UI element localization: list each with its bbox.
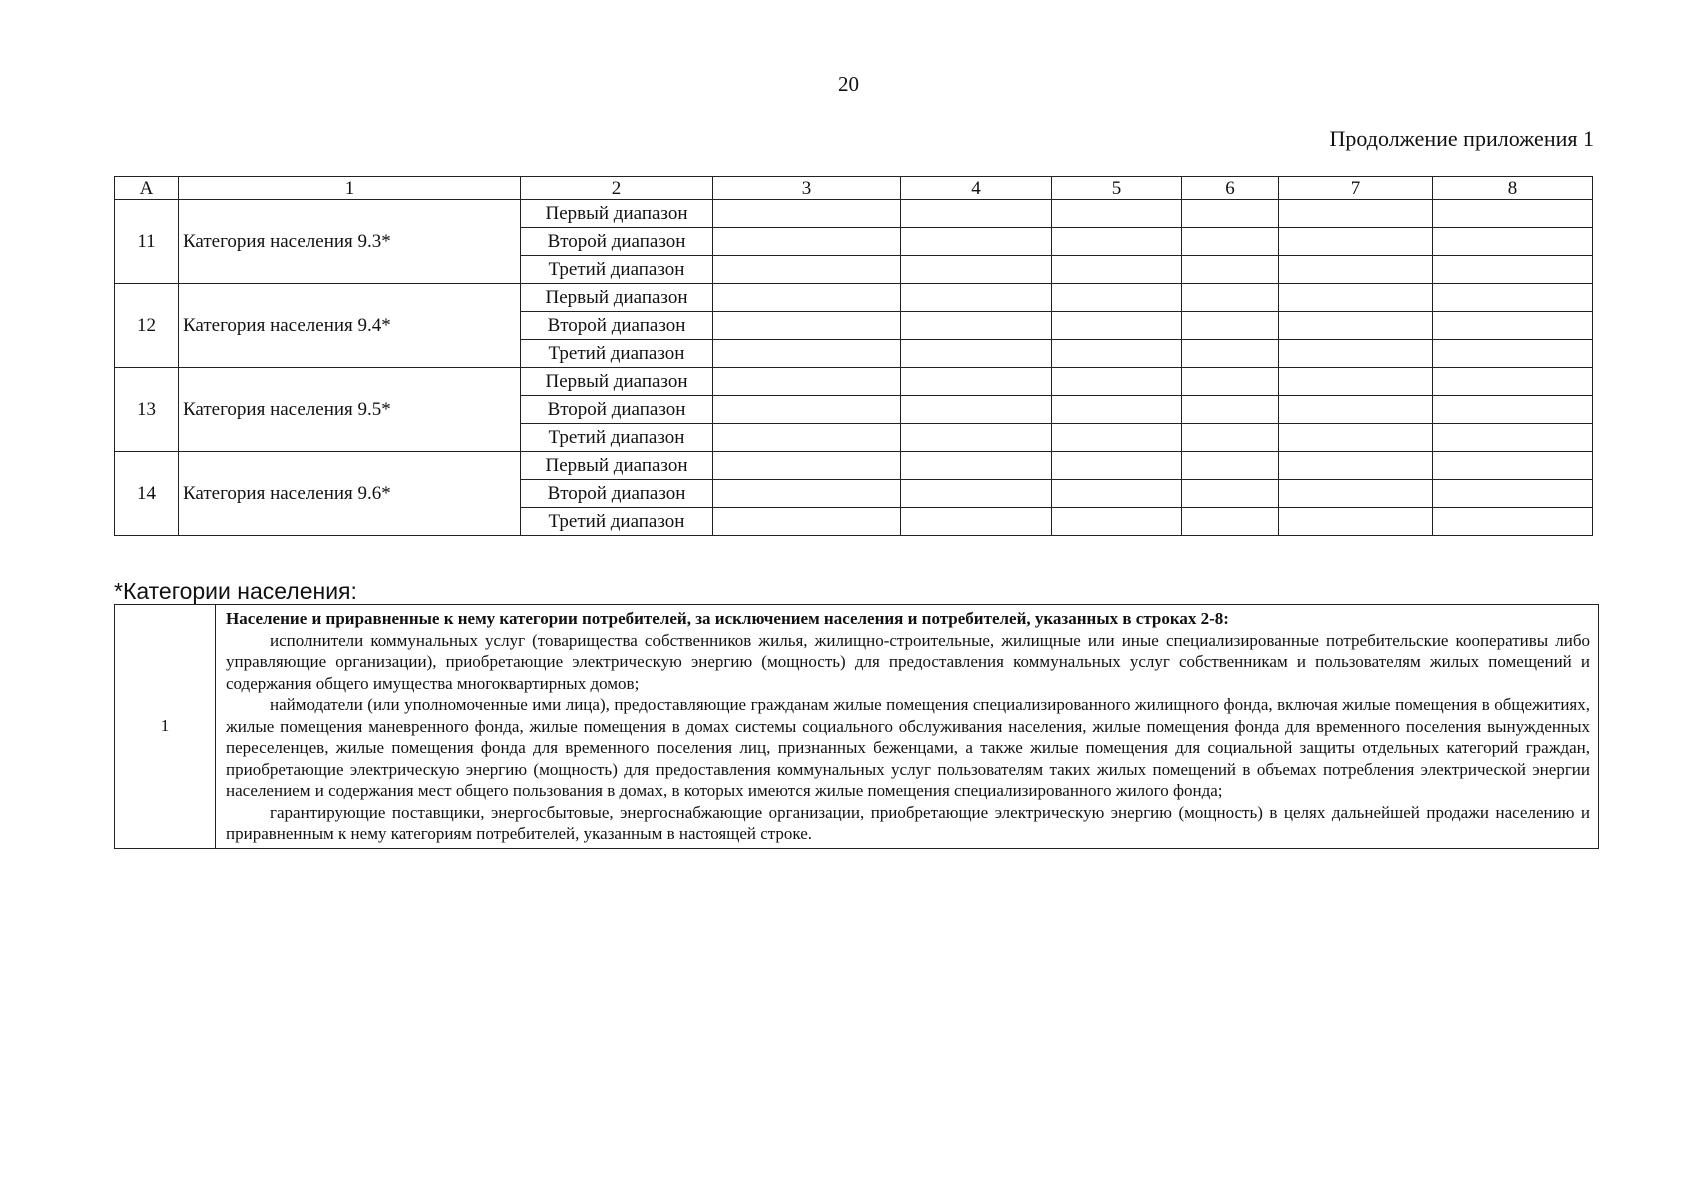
category-number: 1 — [115, 605, 216, 849]
header-cell: 5 — [1052, 177, 1182, 200]
value-cell — [1279, 340, 1433, 368]
range-label: Первый диапазон — [521, 452, 713, 480]
footnote-title: *Категории населения: — [114, 578, 357, 604]
value-cell — [1052, 340, 1182, 368]
category-name: Категория населения 9.4* — [179, 284, 521, 368]
value-cell — [1182, 452, 1279, 480]
value-cell — [1182, 480, 1279, 508]
value-cell — [713, 452, 901, 480]
value-cell — [713, 228, 901, 256]
value-cell — [713, 284, 901, 312]
value-cell — [901, 284, 1052, 312]
value-cell — [1052, 452, 1182, 480]
value-cell — [1182, 396, 1279, 424]
row-number: 13 — [115, 368, 179, 452]
range-label: Второй диапазон — [521, 228, 713, 256]
range-label: Третий диапазон — [521, 508, 713, 536]
header-cell: 1 — [179, 177, 521, 200]
value-cell — [1182, 340, 1279, 368]
value-cell — [1052, 368, 1182, 396]
value-cell — [901, 452, 1052, 480]
value-cell — [1182, 368, 1279, 396]
category-paragraph: исполнители коммунальных услуг (товарищества собственников жилья, жилищно-строительные, жилищные или иные специализированные потребительские кооперативы либо управляющие организации), приобретающие электрическую энергию (мощность) для предоставления коммунальных услуг собственникам и пользователям жилых помещений и содержания общего имущества многоквартирных домов; — [226, 630, 1590, 693]
value-cell — [713, 508, 901, 536]
value-cell — [1052, 284, 1182, 312]
value-cell — [901, 368, 1052, 396]
value-cell — [1433, 396, 1593, 424]
row-number: 12 — [115, 284, 179, 368]
category-name: Категория населения 9.5* — [179, 368, 521, 452]
category-paragraph: наймодатели (или уполномоченные ими лица), предоставляющие гражданам жилые помещения специализированного жилищного фонда, включая жилые помещения в общежитиях, жилые помещения маневренного фонда, жилые помещения в домах системы социального обслуживания населения, жилые помещения фонда для временного поселения вынужденных переселенцев, жилые помещения фонда для временного поселения лиц, признанных беженцами, а также жилые помещения для социальной защиты отдельных категорий граждан, приобретающие электрическую энергию (мощность) для предоставления коммунальных услуг пользователям таких жилых помещений в объемах потребления электрической энергии населением и содержания мест общего пользования в домах, в которых имеются жилые помещения специализированного жилого фонда; — [226, 695, 1590, 800]
value-cell — [713, 424, 901, 452]
header-cell: 3 — [713, 177, 901, 200]
value-cell — [713, 200, 901, 228]
value-cell — [1182, 256, 1279, 284]
value-cell — [1433, 368, 1593, 396]
value-cell — [1279, 256, 1433, 284]
value-cell — [901, 396, 1052, 424]
value-cell — [1279, 228, 1433, 256]
continuation-label: Продолжение приложения 1 — [1329, 126, 1594, 151]
page-number: 20 — [838, 72, 859, 96]
value-cell — [1052, 200, 1182, 228]
category-description — [216, 605, 1599, 849]
category-name: Категория населения 9.3* — [179, 200, 521, 284]
value-cell — [1279, 200, 1433, 228]
categories-table — [114, 604, 1599, 849]
value-cell — [1279, 452, 1433, 480]
value-cell — [1182, 424, 1279, 452]
value-cell — [901, 200, 1052, 228]
category-paragraph: гарантирующие поставщики, энергосбытовые, энергоснабжающие организации, приобретающие электрическую энергию (мощность) в целях дальнейшей продажи населению и приравненным к нему категориям потребителей, указанным в настоящей строке. — [226, 802, 1590, 843]
value-cell — [1279, 312, 1433, 340]
value-cell — [713, 480, 901, 508]
value-cell — [1052, 396, 1182, 424]
range-label: Первый диапазон — [521, 368, 713, 396]
value-cell — [1052, 480, 1182, 508]
value-cell — [1279, 284, 1433, 312]
row-number: 14 — [115, 452, 179, 536]
value-cell — [713, 368, 901, 396]
value-cell — [1052, 424, 1182, 452]
range-label: Второй диапазон — [521, 480, 713, 508]
range-label: Первый диапазон — [521, 200, 713, 228]
range-label: Третий диапазон — [521, 340, 713, 368]
range-label: Второй диапазон — [521, 312, 713, 340]
value-cell — [1052, 256, 1182, 284]
range-label: Первый диапазон — [521, 284, 713, 312]
value-cell — [1433, 200, 1593, 228]
value-cell — [1279, 424, 1433, 452]
value-cell — [901, 340, 1052, 368]
value-cell — [901, 312, 1052, 340]
value-cell — [1182, 228, 1279, 256]
row-number: 11 — [115, 200, 179, 284]
value-cell — [1052, 228, 1182, 256]
header-row — [115, 177, 1593, 200]
value-cell — [1182, 508, 1279, 536]
value-cell — [1433, 340, 1593, 368]
table-row — [115, 200, 1593, 228]
category-name: Категория населения 9.6* — [179, 452, 521, 536]
value-cell — [1182, 312, 1279, 340]
header-cell: А — [115, 177, 179, 200]
table-row — [115, 368, 1593, 396]
value-cell — [1052, 312, 1182, 340]
value-cell — [1279, 396, 1433, 424]
value-cell — [1433, 424, 1593, 452]
range-label: Третий диапазон — [521, 424, 713, 452]
value-cell — [901, 256, 1052, 284]
header-cell: 2 — [521, 177, 713, 200]
table-row — [115, 452, 1593, 480]
value-cell — [713, 396, 901, 424]
value-cell — [713, 256, 901, 284]
range-label: Второй диапазон — [521, 396, 713, 424]
value-cell — [1433, 228, 1593, 256]
table-body — [115, 200, 1593, 536]
value-cell — [1433, 312, 1593, 340]
header-cell: 4 — [901, 177, 1052, 200]
value-cell — [1279, 368, 1433, 396]
range-label: Третий диапазон — [521, 256, 713, 284]
value-cell — [1433, 508, 1593, 536]
value-cell — [1433, 256, 1593, 284]
table-row — [115, 284, 1593, 312]
value-cell — [901, 508, 1052, 536]
value-cell — [1182, 200, 1279, 228]
category-heading: Население и приравненные к нему категории потребителей, за исключением населения и потребителей, указанных в строках 2-8: — [226, 609, 1229, 628]
value-cell — [1433, 480, 1593, 508]
header-cell: 8 — [1433, 177, 1593, 200]
category-row — [115, 605, 1599, 849]
value-cell — [901, 424, 1052, 452]
value-cell — [1433, 452, 1593, 480]
value-cell — [1052, 508, 1182, 536]
value-cell — [713, 312, 901, 340]
value-cell — [1433, 284, 1593, 312]
header-cell: 7 — [1279, 177, 1433, 200]
value-cell — [901, 228, 1052, 256]
value-cell — [901, 480, 1052, 508]
header-cell: 6 — [1182, 177, 1279, 200]
value-cell — [713, 340, 901, 368]
value-cell — [1279, 508, 1433, 536]
value-cell — [1279, 480, 1433, 508]
value-cell — [1182, 284, 1279, 312]
tariff-table — [114, 176, 1593, 536]
